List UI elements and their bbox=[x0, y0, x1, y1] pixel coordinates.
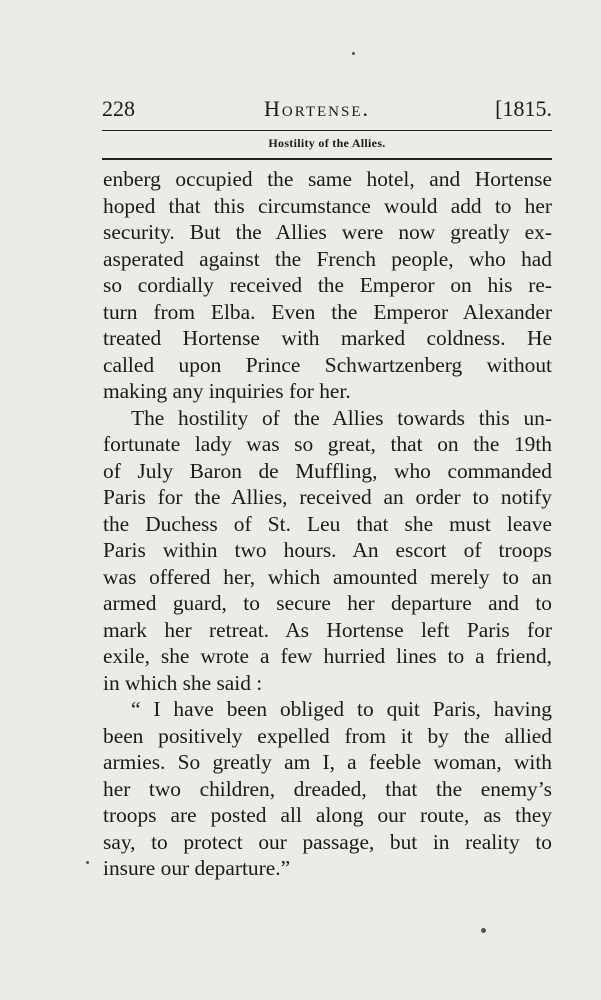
text-line: so cordially received the Emperor on his re- bbox=[103, 273, 552, 297]
body-text bbox=[103, 166, 552, 882]
text-line: the Duchess of St. Leu that she must leave bbox=[103, 511, 552, 536]
text-line: troops are posted all along our route, as they bbox=[103, 803, 552, 827]
running-title: Hortense. bbox=[264, 96, 370, 121]
text-line: say, to protect our passage, but in reality to bbox=[103, 829, 552, 854]
header-year: [1815. bbox=[495, 96, 552, 121]
text-line: enberg occupied the same hotel, and Hortense bbox=[103, 167, 552, 191]
text-line: called upon Prince Schwartzenberg without bbox=[103, 352, 552, 377]
text-line: The hostility of the Allies towards this un- bbox=[131, 405, 552, 430]
section-subheading: Hostility of the Allies. bbox=[268, 136, 386, 150]
text-line: in which she said : bbox=[103, 670, 263, 695]
text-line: armed guard, to secure her departure and to bbox=[103, 591, 552, 615]
text-line: turn from Elba. Even the Emperor Alexander bbox=[103, 299, 552, 324]
text-line: was offered her, which amounted merely to an bbox=[103, 564, 552, 589]
text-line: her two children, dreaded, that the enemy’s bbox=[103, 776, 552, 801]
paper-speck bbox=[481, 928, 486, 933]
text-line: asperated against the French people, who had bbox=[103, 246, 552, 271]
text-line: “ I have been obliged to quit Paris, having bbox=[131, 697, 552, 721]
text-line: Paris for the Allies, received an order to notify bbox=[103, 485, 552, 509]
running-header bbox=[102, 96, 552, 130]
text-line: of July Baron de Muffling, who commanded bbox=[103, 458, 552, 483]
text-line: armies. So greatly am I, a feeble woman, with bbox=[103, 750, 552, 774]
text-line: making any inquiries for her. bbox=[103, 379, 351, 403]
text-line: hoped that this circumstance would add to her bbox=[103, 193, 552, 218]
page-number: 228 bbox=[102, 96, 135, 121]
text-line: Paris within two hours. An escort of troops bbox=[103, 538, 552, 562]
text-line: fortunate lady was so great, that on the 19th bbox=[103, 432, 552, 456]
paper-speck bbox=[352, 52, 355, 55]
text-line: treated Hortense with marked coldness. He bbox=[103, 326, 552, 350]
text-line: been positively expelled from it by the allied bbox=[103, 723, 552, 748]
text-line: mark her retreat. As Hortense left Paris for bbox=[103, 617, 552, 642]
paper-speck bbox=[86, 861, 89, 864]
header-rule-bottom bbox=[102, 158, 552, 160]
text-line: exile, she wrote a few hurried lines to a friend, bbox=[103, 644, 552, 668]
text-line: insure our departure.” bbox=[103, 856, 291, 880]
header-rule-top bbox=[102, 130, 552, 131]
text-line: security. But the Allies were now greatly ex- bbox=[103, 220, 552, 244]
